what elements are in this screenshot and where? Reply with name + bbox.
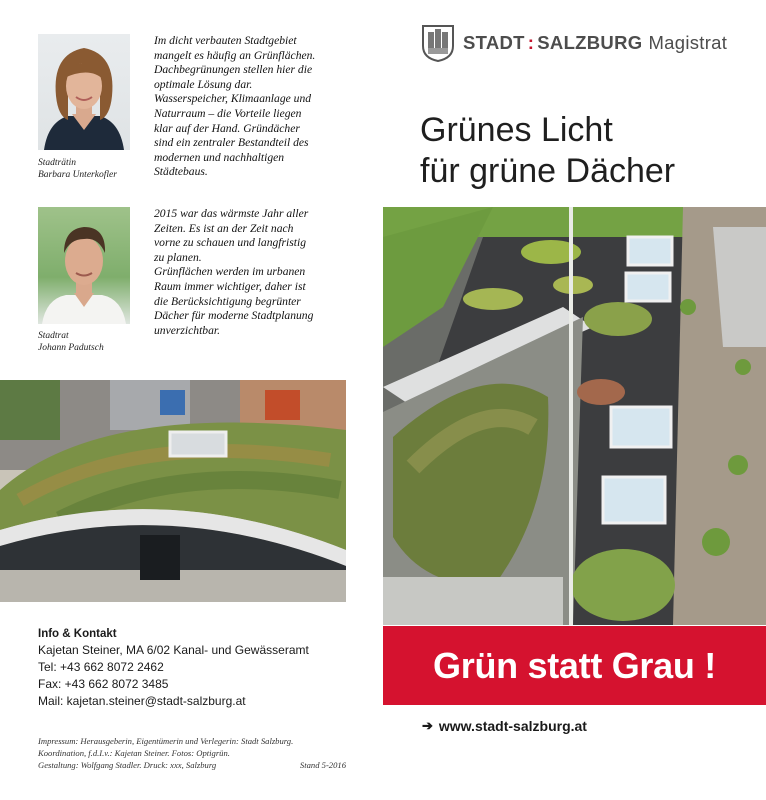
contact-name: Kajetan Steiner, MA 6/02 Kanal- und Gewässeramt <box>38 643 309 657</box>
logo-wordmark <box>463 32 727 54</box>
logo-separator: : <box>527 32 535 53</box>
contact-fax: Fax: +43 662 8072 3485 <box>38 677 169 691</box>
arrow-right-icon: ➔ <box>422 718 433 733</box>
portrait1-role: Stadträtin <box>38 158 77 168</box>
imprint-line3: Gestaltung: Wolfgang Stadler. Druck: xxx, Salzburg <box>38 760 217 770</box>
green-roof-photo-curved <box>0 380 346 602</box>
quote-padutsch: 2015 war das wärmste Jahr aller Zeiten. Es ist an der Zeit nach vorne zu schauen und langfristig zu planen. Grünflächen werden im urbanen Raum immer wichtiger, daher ist die Berücksichtigung begrünter Dächer für moderne Stadtplanung unverzichtbar. <box>154 207 314 337</box>
contact-heading: Info & Kontakt <box>38 628 117 640</box>
logo-salzburg: SALZBURG <box>537 32 643 53</box>
website-link[interactable] <box>422 718 587 734</box>
imprint <box>38 735 350 771</box>
contact-tel[interactable]: Tel: +43 662 8072 2462 <box>38 660 164 674</box>
quote-unterkofler: Im dicht verbauten Stadtgebiet mangelt es häufig an Grünflächen. Dachbegrünungen stellen hier die optimale Lösung dar. Wasserspeicher, Klimaanlage und Naturraum – die Vorteile liegen klar auf der Hand. Gründächer sind ein zentraler Bestandteil des modernen und nachhaltigen Städtebaus. <box>154 34 316 179</box>
contact-mail[interactable]: Mail: kajetan.steiner@stadt-salzburg.at <box>38 694 246 708</box>
stadt-salzburg-logo[interactable] <box>421 24 727 62</box>
portrait2-role: Stadtrat <box>38 331 69 341</box>
logo-magistrat: Magistrat <box>648 32 728 53</box>
portrait-barbara-unterkofler <box>38 34 130 150</box>
page-title: Grünes Licht für grüne Dächer <box>420 111 676 190</box>
portrait1-name: Barbara Unterkofler <box>38 170 117 180</box>
imprint-line1: Impressum: Herausgeberin, Eigentümerin und Verlegerin: Stadt Salzburg. <box>38 736 294 746</box>
website-url[interactable]: www.stadt-salzburg.at <box>438 718 587 734</box>
portrait-johann-padutsch <box>38 207 130 324</box>
portrait1-caption <box>38 157 117 181</box>
slogan-text: Grün statt Grau ! <box>433 644 716 686</box>
city-crest-icon <box>421 24 455 62</box>
logo-stadt: STADT <box>463 32 525 53</box>
portrait2-name: Johann Padutsch <box>38 343 104 353</box>
portrait2-caption <box>38 330 104 354</box>
green-roof-photo-aerial <box>383 207 766 625</box>
contact-block <box>38 627 358 710</box>
imprint-line2: Koordination, f.d.I.v.: Kajetan Steiner. Fotos: Optigrün. <box>38 748 230 758</box>
slogan-banner <box>383 626 766 705</box>
imprint-stand: Stand 5-2016 <box>299 760 346 770</box>
